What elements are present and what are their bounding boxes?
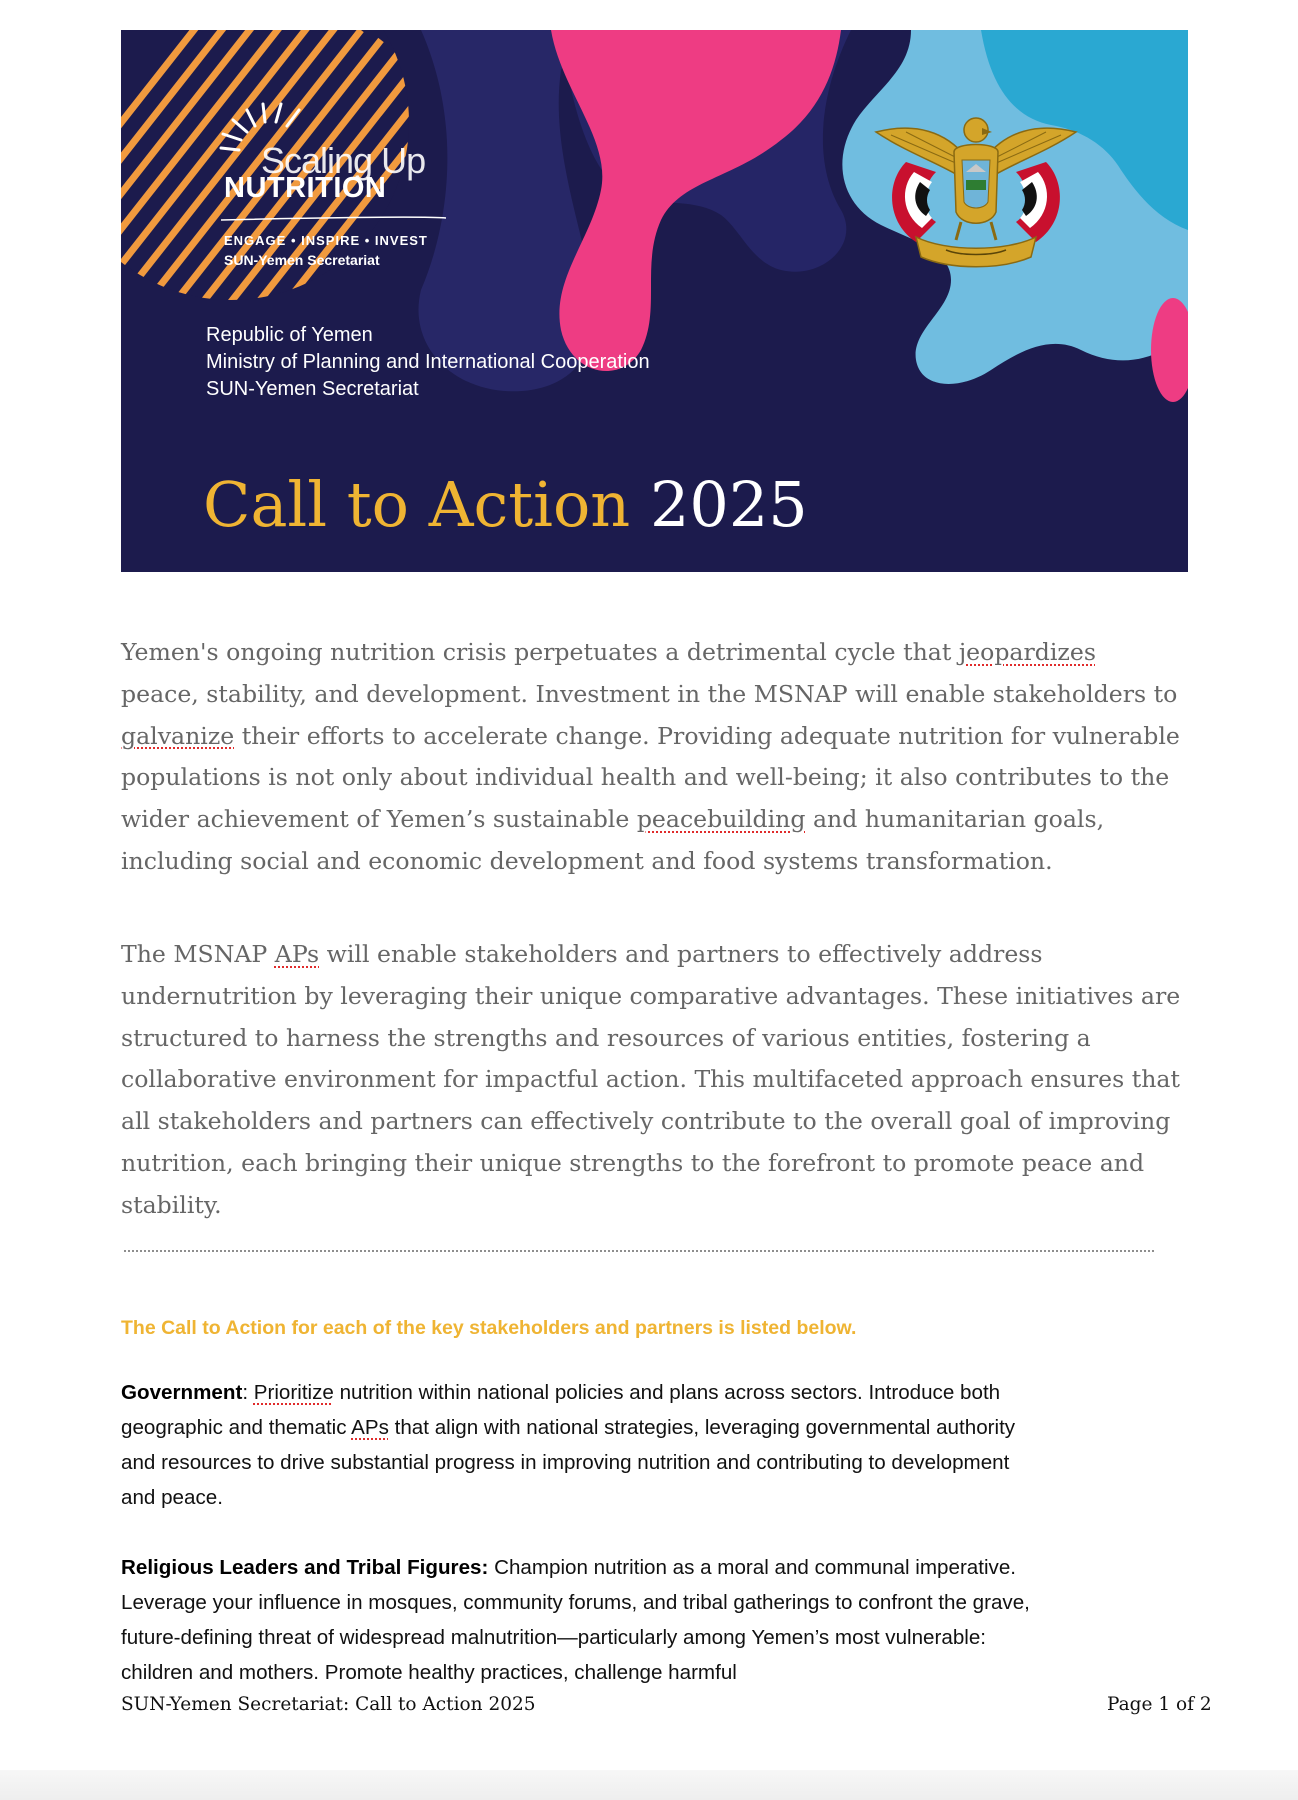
intro-paragraph (121, 632, 1181, 883)
stakeholder-name-government: Government (121, 1381, 243, 1404)
call-to-action-heading: The Call to Action for each of the key stakeholders and partners is listed below. (121, 1317, 857, 1339)
stakeholder-religious-tribal (121, 1550, 1041, 1690)
intro-text-1: Yemen's ongoing nutrition crisis perpetuates a detrimental cycle that (121, 638, 959, 666)
banner-title (203, 470, 808, 540)
banner-title-main: Call to Action (203, 468, 631, 541)
msnap-paragraph (121, 934, 1181, 1227)
footer-page-number: Page 1 of 2 (1107, 1694, 1212, 1715)
government-text-1: nutrition within national policies and plans across sectors. Introduce both geographic and thematic (121, 1381, 1001, 1439)
logo-tagline: ENGAGE • INSPIRE • INVEST (224, 233, 428, 248)
logo-nutrition-text: NUTRITION (224, 172, 387, 204)
intro-text-4: and humanitarian goals, including social and economic development and food systems transformation. (121, 805, 1105, 875)
government-text-2: that align with national strategies, leveraging governmental authority and resources to drive substantial progress in improving nutrition and contributing to development and peace. (121, 1416, 1016, 1509)
header-banner (121, 30, 1188, 572)
misspelling-flag-aps[interactable]: APs (274, 940, 320, 968)
dotted-divider (124, 1250, 1154, 1252)
org-line-republic: Republic of Yemen (206, 324, 373, 346)
misspelling-flag-galvanize[interactable]: galvanize (121, 721, 235, 750)
logo-secretariat: SUN-Yemen Secretariat (224, 252, 380, 268)
msnap-text-2: will enable stakeholders and partners to effectively address undernutrition by leveraging their unique comparative advantages. These initiatives are structured to harness the strengths and resources of various entities, fostering a collaborative environment for impactful action. This multifaceted approach ensures that all stakeholders and partners can effectively contribute to the overall goal of improving nutrition, each bringing their unique strengths to the forefront to promote peace and stability. (121, 940, 1181, 1219)
misspelling-flag-aps-government[interactable]: APs (351, 1416, 389, 1439)
stakeholder-name-religious-tribal: Religious Leaders and Tribal Figures: (121, 1556, 489, 1579)
intro-text-3: their efforts to accelerate change. Providing adequate nutrition for vulnerable populations is not only about individual health and well-being; it also contributes to the wider achievement of Yemen’s sustainable (121, 721, 1180, 834)
banner-title-year: 2025 (649, 468, 808, 541)
misspelling-flag-prioritize[interactable]: Prioritize (253, 1381, 334, 1404)
misspelling-flag-jeopardizes[interactable]: jeopardizes (958, 638, 1096, 666)
page-bottom-edge (0, 1770, 1298, 1800)
logo-scaling-up-text: Scaling Up (261, 140, 426, 181)
organization-lines (206, 322, 650, 403)
stakeholder-separator: : (242, 1381, 254, 1404)
msnap-text-1: The MSNAP (121, 940, 275, 968)
org-line-ministry: Ministry of Planning and International Cooperation (206, 351, 650, 373)
yemen-emblem-eagle-icon (866, 102, 1086, 277)
stakeholder-government (121, 1375, 1041, 1515)
religious-tribal-text: Champion nutrition as a moral and communal imperative. Leverage your influence in mosques, community forums, and tribal gatherings to confront the grave, future-defining threat of widespread malnutrition—particularly among Yemen’s most vulnerable: children and mothers. Promote healthy practices, challenge harmful (121, 1556, 1030, 1684)
footer-document-title: SUN-Yemen Secretariat: Call to Action 2025 (121, 1694, 536, 1715)
org-line-secretariat: SUN-Yemen Secretariat (206, 378, 419, 400)
misspelling-flag-peacebuilding[interactable]: peacebuilding (636, 805, 806, 834)
intro-text-2: peace, stability, and development. Investment in the MSNAP will enable stakeholders to (121, 679, 1178, 708)
